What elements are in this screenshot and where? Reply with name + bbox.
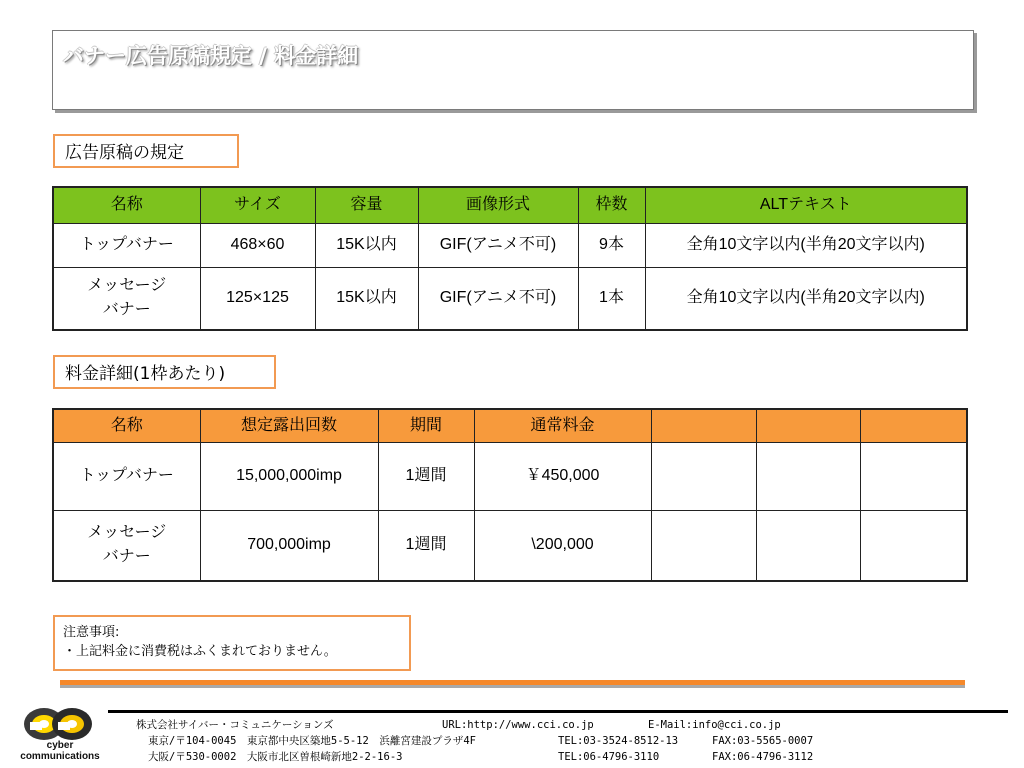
cell-name <box>53 267 200 330</box>
logo-line: communications <box>20 751 100 762</box>
cell-capacity: 15K以内 <box>315 223 418 267</box>
cell-size: 468×60 <box>200 223 315 267</box>
cell-size: 125×125 <box>200 267 315 330</box>
cell-alt: 全角10文字以内(半角20文字以内) <box>645 267 967 330</box>
cell-name: トップバナー <box>53 223 200 267</box>
tokyo-tel: TEL:03-3524-8512-13 <box>558 735 679 747</box>
cell-empty <box>860 442 967 510</box>
cell-alt: 全角10文字以内(半角20文字以内) <box>645 223 967 267</box>
price-header-row <box>53 409 967 442</box>
column-header <box>860 409 967 442</box>
cell-empty <box>860 510 967 581</box>
note-box <box>53 615 411 671</box>
column-header: 名称 <box>53 187 200 223</box>
note-heading: 注意事項: <box>63 625 120 640</box>
cell-capacity: 15K以内 <box>315 267 418 330</box>
column-header: 期間 <box>378 409 474 442</box>
column-header <box>756 409 860 442</box>
cell-impressions: 700,000imp <box>200 510 378 581</box>
logo-line: cyber <box>46 740 74 751</box>
cell-period: 1週間 <box>378 510 474 581</box>
column-header: 想定露出回数 <box>200 409 378 442</box>
spec-table <box>52 186 968 331</box>
price-section-label: 料金詳細(1枠あたり) <box>53 355 276 389</box>
cell-empty <box>756 442 860 510</box>
cell-slots: 1本 <box>578 267 645 330</box>
spec-header-row <box>53 187 967 223</box>
logo-text <box>10 740 110 762</box>
page-title: バナー広告原稿規定 / 料金詳細 <box>63 44 359 68</box>
tokyo-fax: FAX:03-5565-0007 <box>712 735 814 747</box>
osaka-address: 大阪/〒530-0002 大阪市北区曽根崎新地2-2-16-3 <box>148 751 403 763</box>
cell-price: ￥450,000 <box>474 442 651 510</box>
price-table <box>52 408 968 582</box>
column-header: サイズ <box>200 187 315 223</box>
tokyo-address: 東京/〒104-0045 東京都中央区築地5-5-12 浜離宮建設プラザ4F <box>148 735 476 747</box>
cell-format: GIF(アニメ不可) <box>418 223 578 267</box>
cell-price: \200,000 <box>474 510 651 581</box>
column-header: 画像形式 <box>418 187 578 223</box>
table-row <box>53 510 967 581</box>
cell-impressions: 15,000,000imp <box>200 442 378 510</box>
name-line: バナー <box>102 548 151 566</box>
column-header: 通常料金 <box>474 409 651 442</box>
cell-slots: 9本 <box>578 223 645 267</box>
name-line: メッセージ <box>87 524 167 542</box>
company-email[interactable]: E-Mail:info@cci.co.jp <box>648 719 781 731</box>
column-header: 名称 <box>53 409 200 442</box>
accent-bar <box>60 680 965 685</box>
note-text: ・上記料金に消費税はふくまれておりません。 <box>63 644 337 659</box>
company-url[interactable]: URL:http://www.cci.co.jp <box>442 719 594 731</box>
table-row <box>53 267 967 330</box>
spec-section-label: 広告原稿の規定 <box>53 134 239 168</box>
name-line: メッセージ <box>87 277 167 295</box>
cell-name <box>53 510 200 581</box>
column-header <box>651 409 756 442</box>
company-name: 株式会社サイバー・コミュニケーションズ <box>136 719 334 731</box>
osaka-tel: TEL:06-4796-3110 <box>558 751 660 763</box>
table-row <box>53 442 967 510</box>
column-header: ALTテキスト <box>645 187 967 223</box>
table-row <box>53 223 967 267</box>
cell-empty <box>651 510 756 581</box>
osaka-fax: FAX:06-4796-3112 <box>712 751 814 763</box>
cell-empty <box>756 510 860 581</box>
title-box <box>52 30 974 110</box>
cell-period: 1週間 <box>378 442 474 510</box>
name-line: バナー <box>102 301 151 319</box>
column-header: 容量 <box>315 187 418 223</box>
cell-name: トップバナー <box>53 442 200 510</box>
footer-divider <box>108 710 1008 713</box>
cell-empty <box>651 442 756 510</box>
column-header: 枠数 <box>578 187 645 223</box>
cell-format: GIF(アニメ不可) <box>418 267 578 330</box>
